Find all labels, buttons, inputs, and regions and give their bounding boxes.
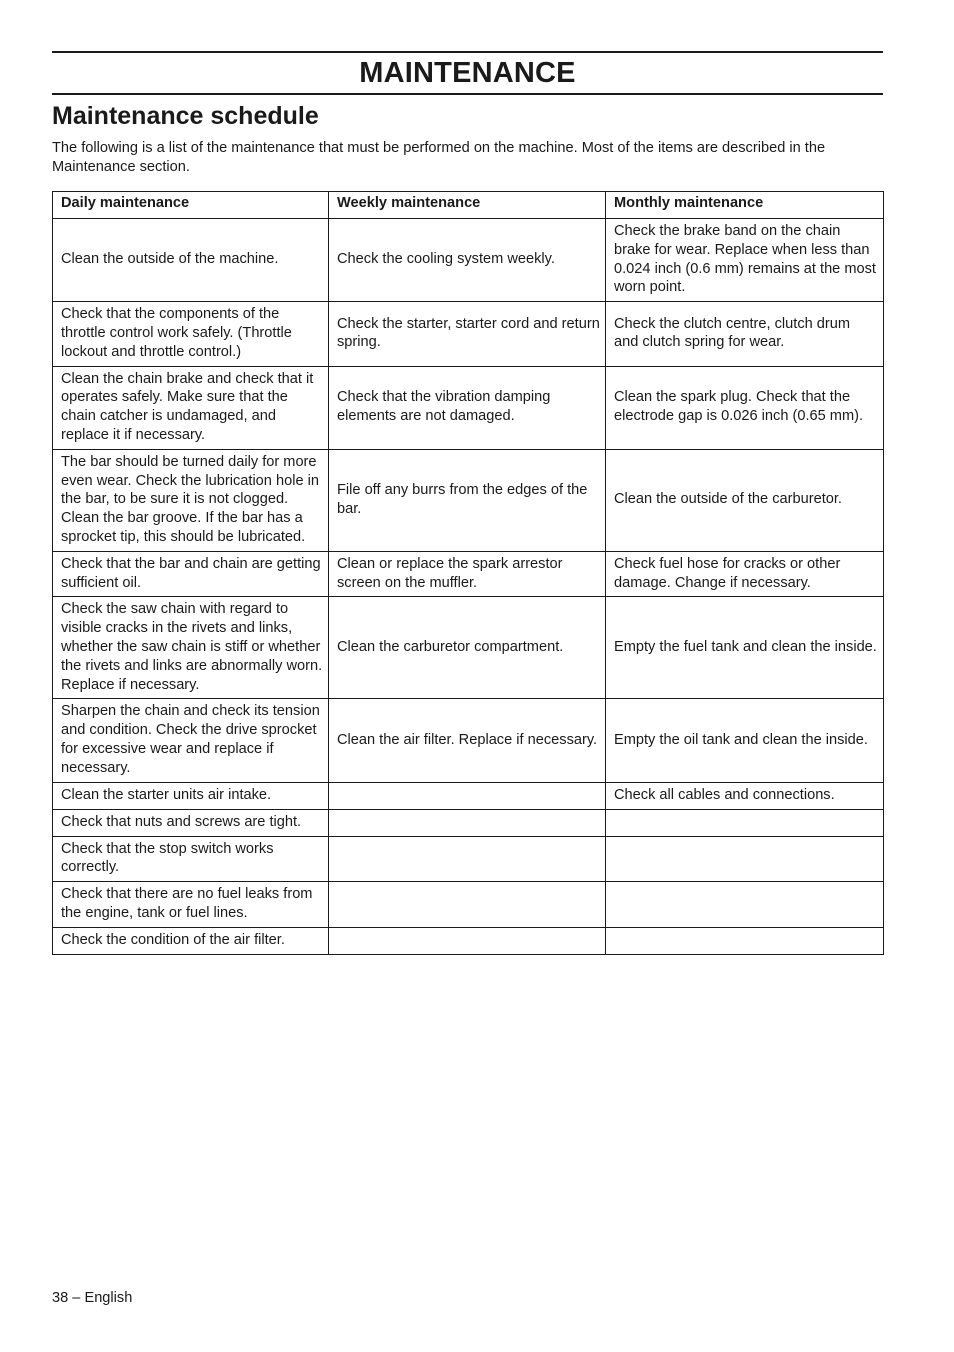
table-row — [53, 449, 884, 551]
daily-cell: Check the saw chain with regard to visible cracks in the rivets and links, whether the saw chain is stiff or whether the rivets and links are abnormally worn. Replace if necessary. — [53, 597, 329, 699]
monthly-cell: Check the brake band on the chain brake for wear. Replace when less than 0.024 inch (0.6 mm) remains at the most worn point. — [606, 219, 884, 302]
monthly-cell — [606, 836, 884, 882]
table-row — [53, 927, 884, 954]
weekly-cell: Check that the vibration damping elements are not damaged. — [329, 366, 606, 449]
table-row — [53, 597, 884, 699]
table-row — [53, 219, 884, 302]
table-row — [53, 882, 884, 928]
weekly-cell — [329, 782, 606, 809]
weekly-cell — [329, 836, 606, 882]
monthly-cell — [606, 882, 884, 928]
daily-cell: Sharpen the chain and check its tension and condition. Check the drive sprocket for excessive wear and replace if necessary. — [53, 699, 329, 782]
weekly-cell: Check the starter, starter cord and return spring. — [329, 302, 606, 366]
monthly-cell — [606, 809, 884, 836]
daily-cell: Check the condition of the air filter. — [53, 927, 329, 954]
column-header-weekly: Weekly maintenance — [329, 192, 606, 219]
maintenance-schedule-table — [52, 191, 884, 955]
table-row — [53, 836, 884, 882]
daily-cell: The bar should be turned daily for more even wear. Check the lubrication hole in the bar, to be sure it is not clogged. Clean the bar groove. If the bar has a sprocket tip, this should be lubricated. — [53, 449, 329, 551]
section-title: MAINTENANCE — [359, 57, 576, 89]
table-row — [53, 782, 884, 809]
daily-cell: Clean the starter units air intake. — [53, 782, 329, 809]
weekly-cell — [329, 927, 606, 954]
daily-cell: Clean the outside of the machine. — [53, 219, 329, 302]
intro-paragraph: The following is a list of the maintenance that must be performed on the machine. Most of the items are described in the Maintenance section. — [52, 140, 826, 175]
monthly-cell: Check the clutch centre, clutch drum and clutch spring for wear. — [606, 302, 884, 366]
monthly-cell: Empty the fuel tank and clean the inside. — [606, 597, 884, 699]
daily-cell: Clean the chain brake and check that it operates safely. Make sure that the chain catcher is undamaged, and replace it if necessary. — [53, 366, 329, 449]
header-top-rule — [52, 51, 883, 53]
table-row — [53, 551, 884, 597]
monthly-cell: Empty the oil tank and clean the inside. — [606, 699, 884, 782]
column-header-daily: Daily maintenance — [53, 192, 329, 219]
weekly-cell: Clean the air filter. Replace if necessary. — [329, 699, 606, 782]
daily-cell: Check that nuts and screws are tight. — [53, 809, 329, 836]
daily-cell: Check that the components of the throttle control work safely. (Throttle lockout and throttle control.) — [53, 302, 329, 366]
daily-cell: Check that there are no fuel leaks from the engine, tank or fuel lines. — [53, 882, 329, 928]
header-bottom-rule — [52, 93, 883, 95]
weekly-cell — [329, 809, 606, 836]
daily-cell: Check that the bar and chain are getting sufficient oil. — [53, 551, 329, 597]
monthly-cell: Check all cables and connections. — [606, 782, 884, 809]
column-header-monthly: Monthly maintenance — [606, 192, 884, 219]
table-row — [53, 302, 884, 366]
weekly-cell: File off any burrs from the edges of the bar. — [329, 449, 606, 551]
table-row — [53, 699, 884, 782]
table-header-row — [53, 192, 884, 219]
weekly-cell: Check the cooling system weekly. — [329, 219, 606, 302]
weekly-cell: Clean or replace the spark arrestor screen on the muffler. — [329, 551, 606, 597]
weekly-cell — [329, 882, 606, 928]
monthly-cell: Check fuel hose for cracks or other damage. Change if necessary. — [606, 551, 884, 597]
monthly-cell: Clean the outside of the carburetor. — [606, 449, 884, 551]
weekly-cell: Clean the carburetor compartment. — [329, 597, 606, 699]
page-footer: 38 – English — [52, 1290, 133, 1306]
monthly-cell — [606, 927, 884, 954]
daily-cell: Check that the stop switch works correctly. — [53, 836, 329, 882]
table-row — [53, 366, 884, 449]
monthly-cell: Clean the spark plug. Check that the electrode gap is 0.026 inch (0.65 mm). — [606, 366, 884, 449]
page-title: Maintenance schedule — [52, 102, 319, 130]
table-row — [53, 809, 884, 836]
